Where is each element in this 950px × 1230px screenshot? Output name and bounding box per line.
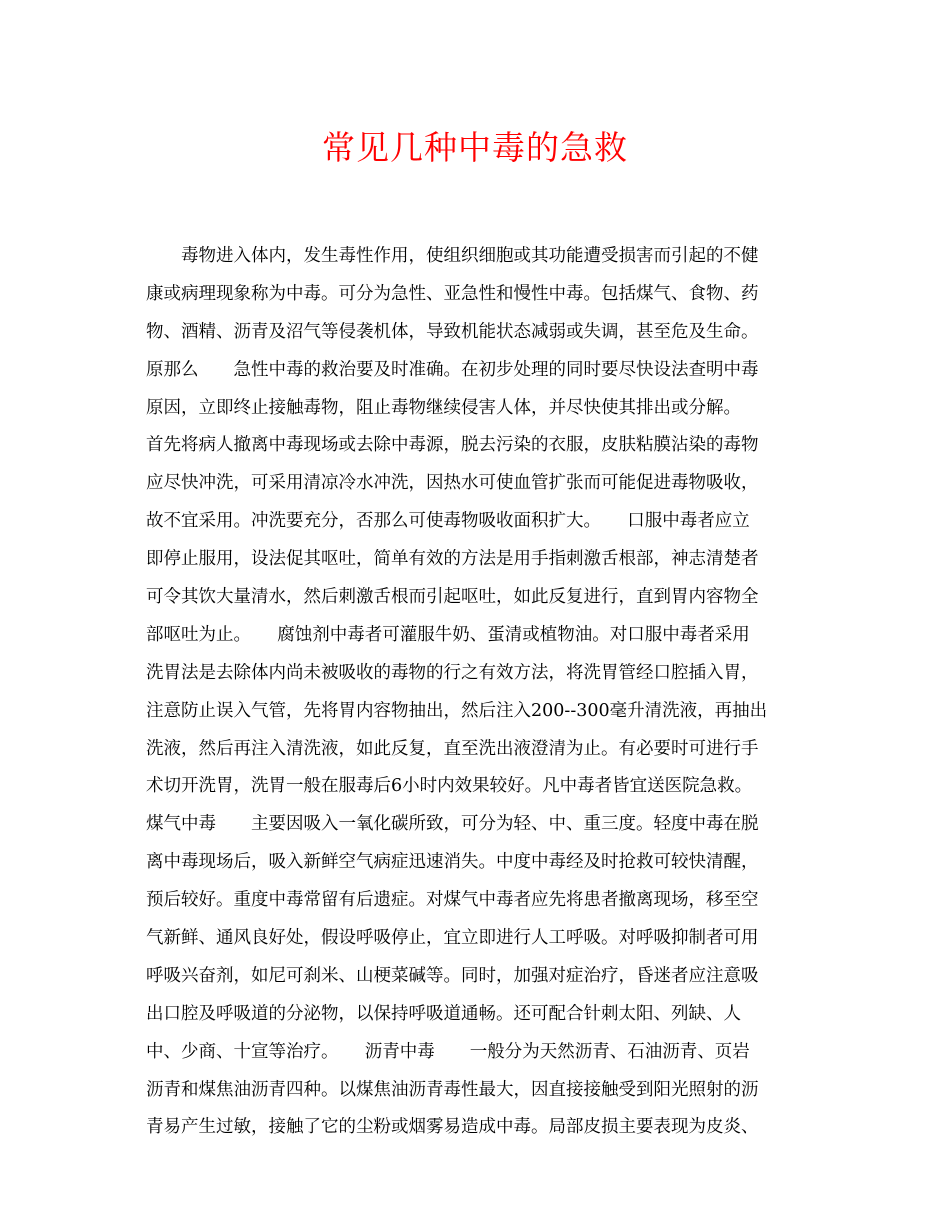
body-line: 故不宜采用。冲洗要充分，否那么可使毒物吸收面积扩大。 口服中毒者应立 [146, 511, 750, 532]
body-line: 洗液，然后再注入清洗液，如此反复，直至洗出液澄清为止。有必要时可进行手 [146, 738, 759, 759]
body-line: 首先将病人撤离中毒现场或去除中毒源，脱去污染的衣服，皮肤粘膜沾染的毒物 [146, 435, 759, 456]
body-line: 术切开洗胃，洗胃一般在服毒后6小时内效果较好。凡中毒者皆宜送医院急救。 [146, 776, 753, 797]
body-line: 中、少商、十宣等治疗。 沥青中毒 一般分为天然沥青、石油沥青、页岩 [146, 1041, 750, 1062]
document-title: 常见几种中毒的急救 [322, 128, 628, 167]
body-line: 康或病理现象称为中毒。可分为急性、亚急性和慢性中毒。包括煤气、食物、药 [146, 283, 759, 304]
body-line: 即停止服用，设法促其呕吐，简单有效的方法是用手指刺激舌根部，神志清楚者 [146, 549, 759, 570]
body-line: 气新鲜、通风良好处，假设呼吸停止，宜立即进行人工呼吸。对呼吸抑制者可用 [146, 928, 759, 949]
body-line: 注意防止误入气管，先将胃内容物抽出，然后注入200--300毫升清洗液，再抽出 [146, 700, 768, 721]
body-line: 应尽快冲洗，可采用清凉冷水冲洗，因热水可使血管扩张而可能促进毒物吸收， [146, 473, 759, 494]
body-line: 呼吸兴奋剂，如尼可刹米、山梗菜碱等。同时，加强对症治疗，昏迷者应注意吸 [146, 965, 759, 986]
body-line: 毒物进入体内，发生毒性作用，使组织细胞或其功能遭受损害而引起的不健 [181, 246, 759, 266]
body-line: 青易产生过敏，接触了它的尘粉或烟雾易造成中毒。局部皮损主要表现为皮炎、 [146, 1117, 759, 1138]
body-line: 原因，立即终止接触毒物，阻止毒物继续侵害人体，并尽快使其排出或分解。 [146, 397, 741, 418]
body-line: 可令其饮大量清水，然后刺激舌根而引起呕吐，如此反复进行，直到胃内容物全 [146, 587, 759, 608]
body-line: 洗胃法是去除体内尚未被吸收的毒物的行之有效方法，将洗胃管经口腔插入胃， [146, 662, 759, 683]
body-line: 煤气中毒 主要因吸入一氧化碳所致，可分为轻、中、重三度。轻度中毒在脱 [146, 814, 759, 835]
document-body [146, 238, 806, 1147]
body-line: 沥青和煤焦油沥青四种。以煤焦油沥青毒性最大，因直接接触受到阳光照射的沥 [146, 1079, 759, 1100]
body-line: 离中毒现场后，吸入新鲜空气病症迅速消失。中度中毒经及时抢救可较快清醒， [146, 852, 759, 873]
body-line: 部呕吐为止。 腐蚀剂中毒者可灌服牛奶、蛋清或植物油。对口服中毒者采用 [146, 624, 750, 645]
body-line: 物、酒精、沥青及沼气等侵袭机体，导致机能状态减弱或失调，甚至危及生命。 [146, 321, 759, 342]
body-line: 出口腔及呼吸道的分泌物，以保持呼吸道通畅。还可配合针刺太阳、列缺、人 [146, 1003, 741, 1024]
body-line: 预后较好。重度中毒常留有后遗症。对煤气中毒者应先将患者撤离现场，移至空 [146, 890, 759, 911]
body-line: 原那么 急性中毒的救治要及时准确。在初步处理的同时要尽快设法查明中毒 [146, 359, 759, 380]
